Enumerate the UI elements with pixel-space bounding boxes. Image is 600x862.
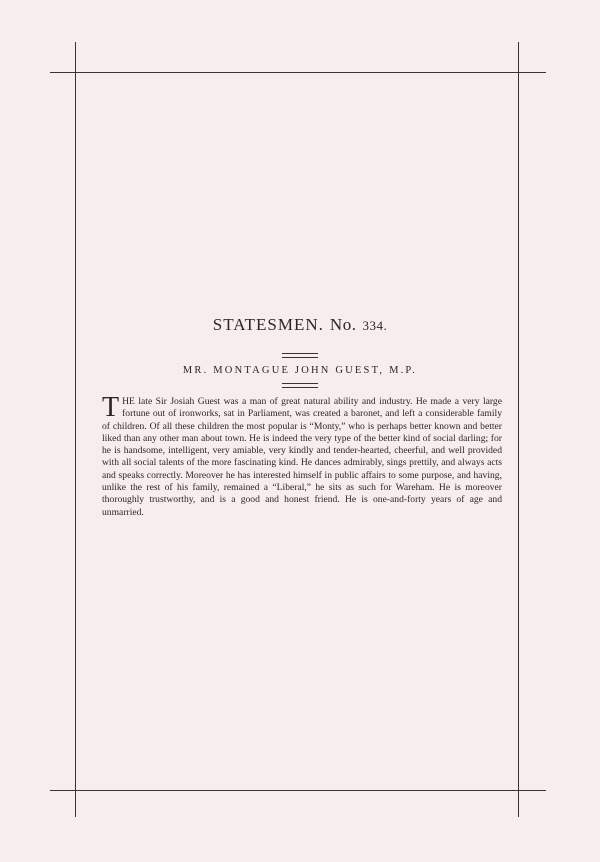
article-body (102, 392, 502, 519)
series-title: STATESMEN. (212, 315, 324, 334)
subject-title: MR. MONTAGUE JOHN GUEST, M.P. (182, 365, 418, 376)
top-border-rule (50, 72, 546, 73)
page-title (0, 315, 600, 335)
header-divider (282, 353, 318, 358)
number-label: No. (329, 315, 357, 334)
left-border-rule (75, 42, 76, 817)
issue-number: 334. (362, 318, 388, 333)
subject-divider (282, 383, 318, 388)
bottom-border-rule (50, 790, 546, 791)
article-text: HE late Sir Josiah Guest was a man of great natural ability and industry. He made a very large fortune out of ironworks, sat in Parliament, was created a baronet, and left a considerable family of children. Of all these children the most popular is “Monty,” who is perhaps better known and better liked than any other man about town. He is indeed the very type of the better kind of social darling; for he is handsome, intelligent, very amiable, very kindly and tender-hearted, cheerful, and well provided with all social talents of the more fascinating kind. He dances admirably, sings prettily, and always acts and speaks correctly. Moreover he has interested himself in public affairs to some purpose, and having, unlike the rest of his family, remained a “Liberal,” he sits as such for Wareham. He is moreover thoroughly trustworthy, and is a good and honest friend. He is one-and-forty years of age and unmarried. (102, 396, 502, 518)
drop-cap: T (102, 392, 120, 423)
right-border-rule (518, 42, 519, 817)
